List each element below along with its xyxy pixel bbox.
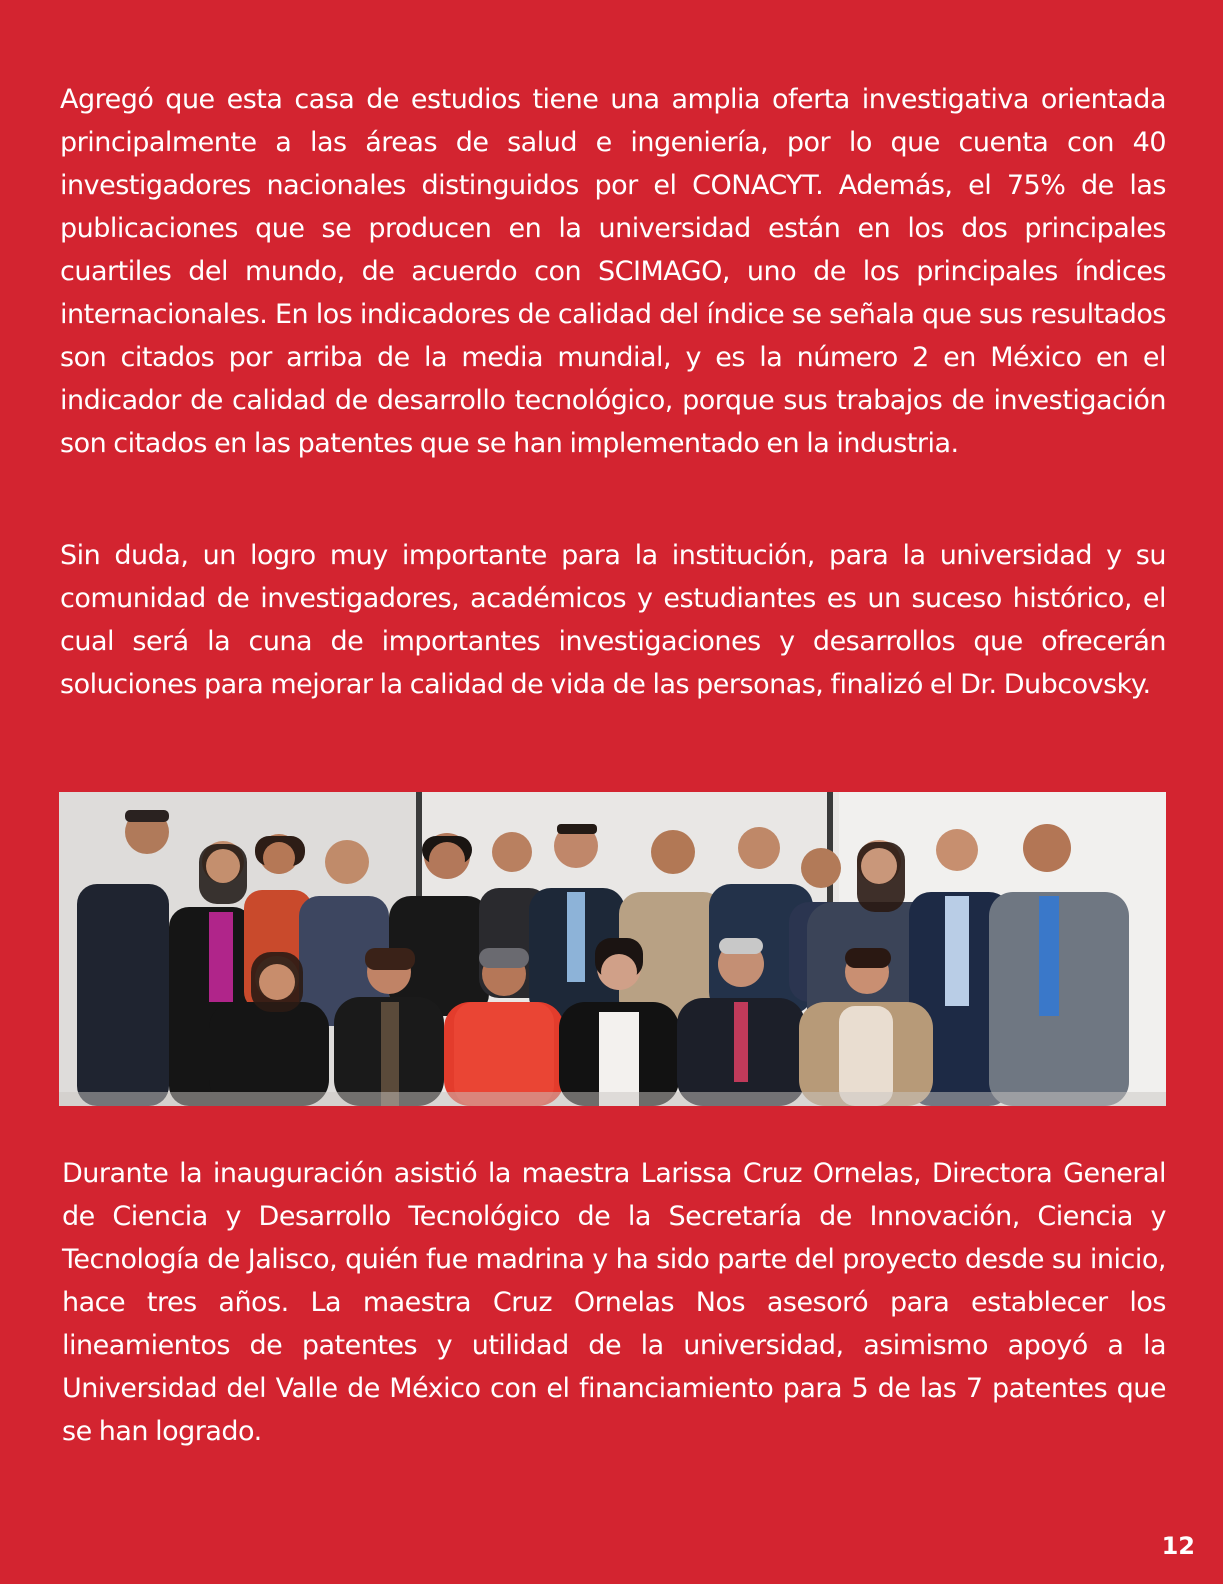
paragraph-1: Agregó que esta casa de estudios tiene una amplia oferta investigativa orientada principalmente a las áreas de salud e ingeniería, por lo que cuenta con 40 investigadores nacionales distinguidos por el CONACYT. Además, el 75% de las publicaciones que se producen en la universidad están en los dos principales cuartiles del mundo, de acuerdo con SCIMAGO, uno de los principales índices internacionales. En los indicadores de calidad del índice se señala que sus resultados son citados por arriba de la media mundial, y es la número 2 en México en el indicador de calidad de desarrollo tecnológico, porque sus trabajos de investigación son citados en las patentes que se han implementado en la industria. <box>60 84 1166 459</box>
paragraph-2: Sin duda, un logro muy importante para la institución, para la universidad y su comunidad de investigadores, académicos y estudiantes es un suceso histórico, el cual será la cuna de importantes investigaciones y desarrollos que ofrecerán soluciones para mejorar la calidad de vida de las personas, finalizó el Dr. Dubcovsky. <box>60 540 1166 700</box>
paragraph-3: Durante la inauguración asistió la maestra Larissa Cruz Ornelas, Directora General de Ciencia y Desarrollo Tecnológico de la Secretaría de Innovación, Ciencia y Tecnología de Jalisco, quién fue madrina y ha sido parte del proyecto desde su inicio, hace tres años. La maestra Cruz Ornelas Nos asesoró para establecer los lineamientos de patentes y utilidad de la universidad, asimismo apoyó a la Universidad del Valle de México con el financiamiento para 5 de las 7 patentes que se han logrado. <box>62 1158 1166 1447</box>
group-photo <box>59 792 1166 1106</box>
page-number: 12 <box>1161 1532 1195 1560</box>
